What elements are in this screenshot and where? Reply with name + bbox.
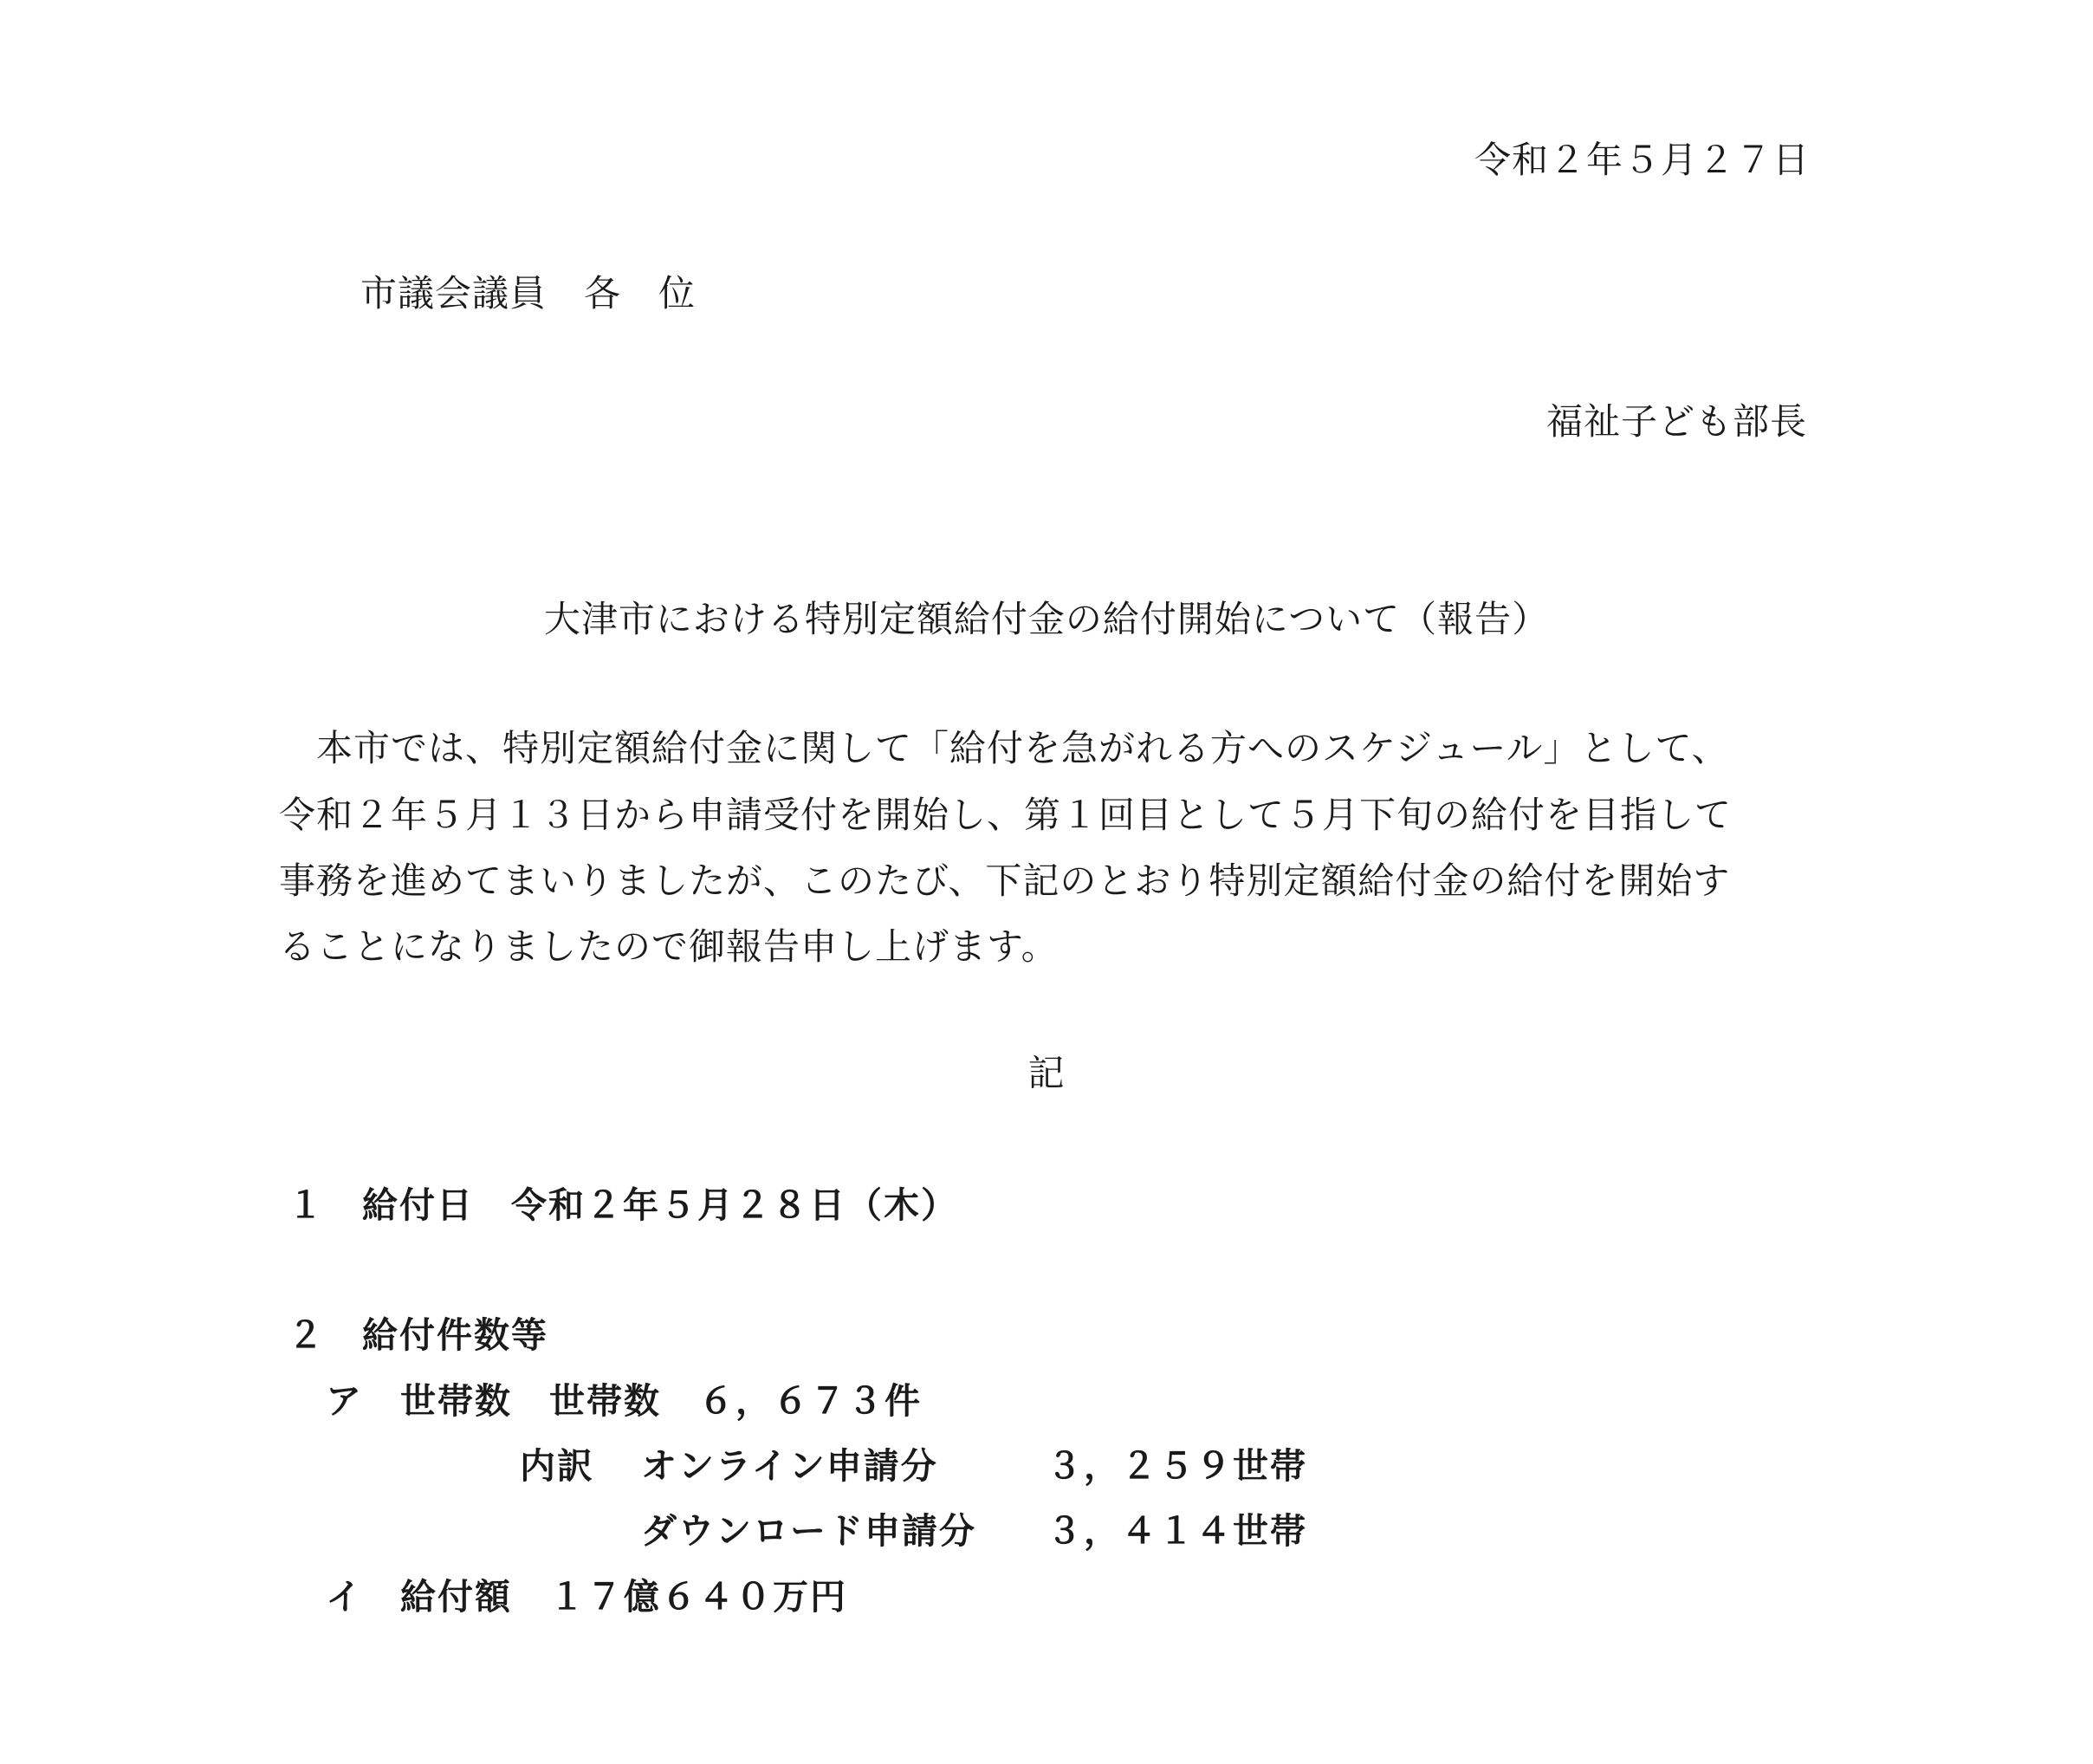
breakdown-download-label: ダウンロード申請分 <box>641 1510 976 1552</box>
body-paragraph-line-1: 本市では、特別定額給付金に関して「給付を急がれる方へのスケジュール」として、 <box>279 727 1729 769</box>
document-date: 令和２年５月２７日 <box>1474 139 1810 181</box>
breakdown-online-label: オンライン申請分 <box>641 1445 938 1487</box>
item-1-payment-date: １ 給付日 令和２年５月２８日（木） <box>288 1184 958 1226</box>
item-2-heading: ２ 給付件数等 <box>288 1314 548 1356</box>
sender: 福祉子ども部長 <box>1545 400 1807 443</box>
document-title: 大津市における特別定額給付金の給付開始について（報告） <box>543 598 1550 640</box>
body-paragraph-line-2: 令和２年５月１３日から申請受付を開始し、第１回目として５月下旬の給付を目指して <box>279 794 1733 836</box>
body-paragraph-line-3: 事務を進めてまいりましたが、このたび、下記のとおり特別定額給付金の給付を開始す <box>279 859 1731 902</box>
ki-heading: 記 <box>1027 1052 1066 1094</box>
body-paragraph-line-4: ることになりましたので御報告申し上げます。 <box>279 925 1059 968</box>
breakdown-online-row <box>520 1443 1307 1489</box>
breakdown-label: 内訳 <box>520 1445 594 1487</box>
item-2b-amount: イ 給付額 １７億６４０万円 <box>326 1576 847 1618</box>
breakdown-download-value: ３，４１４世帯 <box>1046 1510 1307 1552</box>
addressee: 市議会議員 各 位 <box>360 272 697 315</box>
item-2a-households: ア 世帯数 世帯数 ６，６７３件 <box>326 1380 922 1422</box>
breakdown-download-row <box>641 1508 1307 1554</box>
breakdown-online-value: ３，２５９世帯 <box>1046 1445 1307 1487</box>
